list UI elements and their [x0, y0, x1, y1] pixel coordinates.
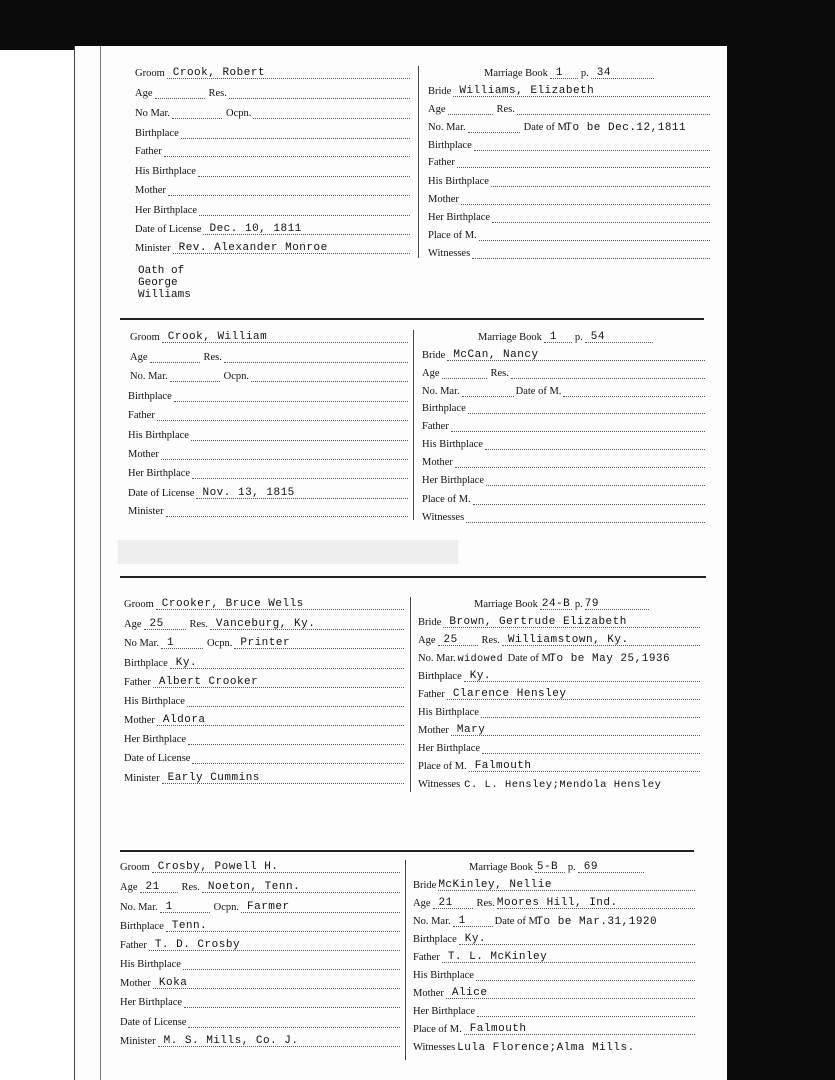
bride-name: Brown, Gertrude Elizabeth	[449, 616, 627, 628]
groom-name: Crook, Robert	[172, 67, 266, 79]
page-left-edge	[100, 46, 101, 1080]
record-divider	[120, 576, 706, 578]
scan-right-border	[725, 0, 835, 1080]
bride-row: Bride Williams, Elizabeth	[428, 86, 710, 97]
bride-name: McKinley, Nellie	[438, 879, 552, 891]
groom-name: Crook, William	[167, 331, 268, 343]
nomar-ocpn-row: No Mar. Ocpn.	[135, 108, 410, 119]
oath-note: Oath of George Williams	[138, 265, 191, 301]
groom-name: Crooker, Bruce Wells	[161, 598, 304, 610]
age-res-row: Age Res.	[135, 88, 410, 99]
license-date: Nov. 13, 1815	[202, 487, 295, 499]
license-row: Date of License Dec. 10, 1811	[135, 224, 410, 235]
bride-name: McCan, Nancy	[453, 349, 539, 361]
bride-name: Williams, Elizabeth	[459, 85, 595, 97]
record-divider	[120, 318, 704, 320]
scan-top-border	[0, 0, 835, 50]
marriage-book-row: Marriage Book 1 p. 34	[484, 68, 654, 79]
record-divider	[120, 850, 694, 852]
minister-name: Rev. Alexander Monroe	[178, 242, 328, 254]
groom-row: Groom Crook, Robert	[135, 68, 410, 79]
groom-name: Crosby, Powell H.	[157, 861, 279, 873]
license-date: Dec. 10, 1811	[209, 223, 302, 235]
minister-name: M. S. Mills, Co. J.	[163, 1035, 299, 1047]
minister-name: Early Cummins	[167, 772, 260, 784]
minister-row: Minister Rev. Alexander Monroe	[135, 243, 410, 254]
